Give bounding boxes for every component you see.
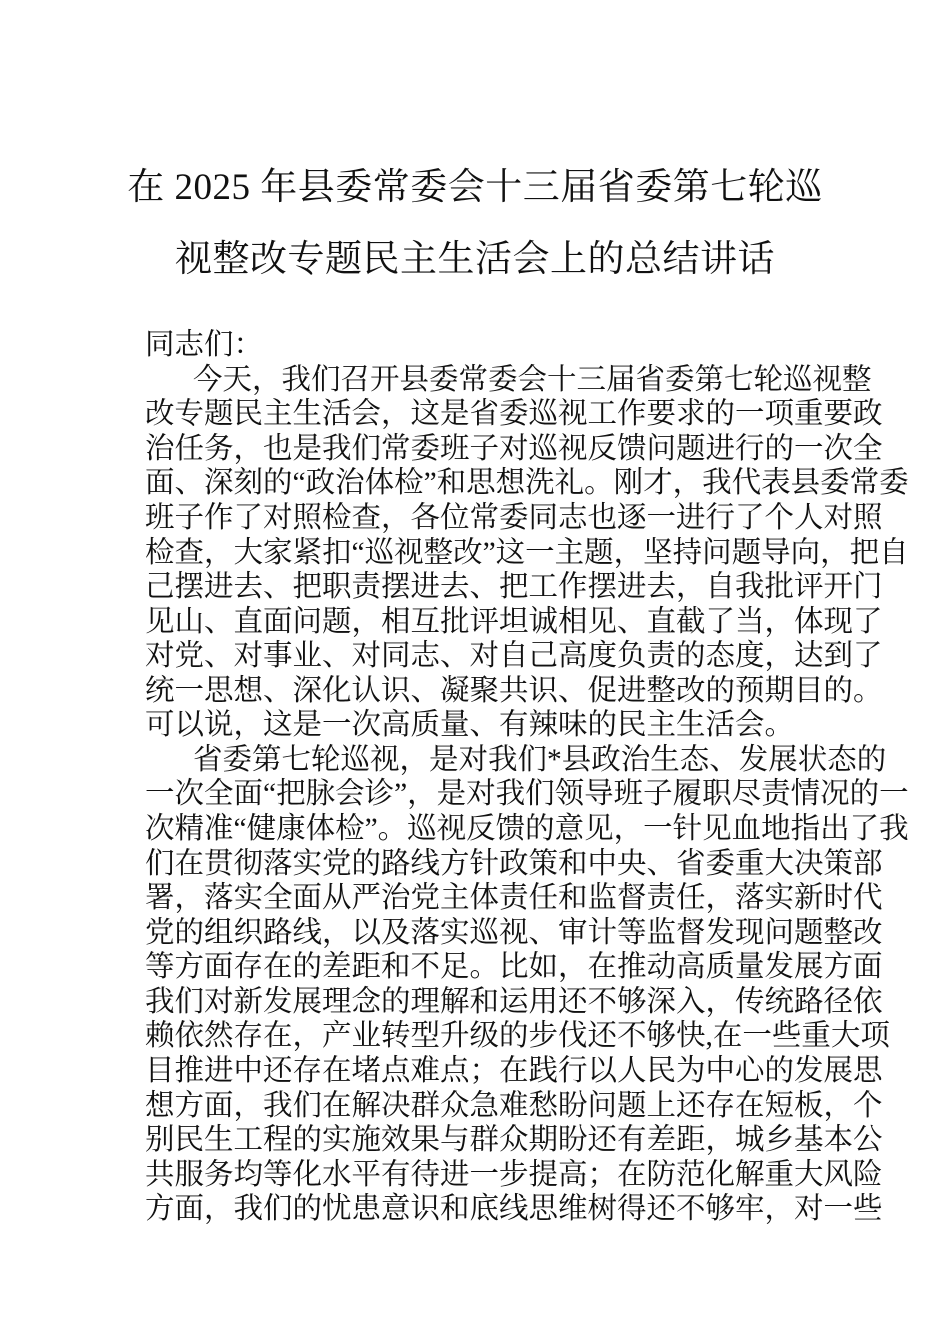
paragraph-line: 今天，我们召开县委常委会十三届省委第七轮巡视整 (193, 364, 872, 396)
paragraph-line: 等方面存在的差距和不足。比如，在推动高质量发展方面 (145, 951, 883, 983)
paragraph-line: 目推进中还存在堵点难点；在践行以人民为中心的发展思 (145, 1055, 883, 1087)
paragraph-line: 己摆进去、把职责摆进去、把工作摆进去，自我批评开门 (145, 571, 883, 603)
paragraph-line: 我们对新发展理念的理解和运用还不够深入，传统路径依 (145, 986, 883, 1018)
paragraph-line: 班子作了对照检查，各位常委同志也逐一进行了个人对照 (145, 502, 883, 534)
paragraph-line: 共服务均等化水平有待进一步提高；在防范化解重大风险 (145, 1159, 883, 1191)
paragraph-line: 一次全面“把脉会诊”，是对我们领导班子履职尽责情况的一 (145, 778, 909, 810)
paragraph-line: 别民生工程的实施效果与群众期盼还有差距，城乡基本公 (145, 1124, 883, 1156)
paragraph-line: 次精准“健康体检”。巡视反馈的意见，一针见血地指出了我 (145, 813, 909, 845)
paragraph-line: 面、深刻的“政治体检”和思想洗礼。刚才，我代表县委常委 (145, 467, 909, 499)
paragraph-line: 改专题民主生活会，这是省委巡视工作要求的一项重要政 (145, 398, 883, 430)
paragraph-line: 可以说，这是一次高质量、有辣味的民主生活会。 (145, 709, 795, 741)
title-line-1: 在 2025 年县委常委会十三届省委第七轮巡 (127, 167, 823, 208)
paragraph-line: 们在贯彻落实党的路线方针政策和中央、省委重大决策部 (145, 848, 883, 880)
paragraph-line: 赖依然存在，产业转型升级的步伐还不够快,在一些重大项 (145, 1020, 890, 1052)
paragraph-line: 党的组织路线，以及落实巡视、审计等监督发现问题整改 (145, 917, 883, 949)
title-line-2: 视整改专题民主生活会上的总结讲话 (175, 239, 775, 280)
paragraph-line: 对党、对事业、对同志、对自己高度负责的态度，达到了 (145, 640, 883, 672)
paragraph-line: 见山、直面问题，相互批评坦诚相见、直截了当，体现了 (145, 606, 883, 638)
paragraph-line: 署，落实全面从严治党主体责任和监督责任，落实新时代 (145, 882, 883, 914)
paragraph-line: 治任务，也是我们常委班子对巡视反馈问题进行的一次全 (145, 433, 883, 465)
paragraph-line: 想方面，我们在解决群众急难愁盼问题上还存在短板，个 (145, 1090, 883, 1122)
paragraph-line: 省委第七轮巡视，是对我们*县政治生态、发展状态的 (193, 744, 887, 776)
paragraph-line: 检查，大家紧扣“巡视整改”这一主题，坚持问题导向，把自 (145, 537, 909, 569)
paragraph-line: 方面，我们的忧患意识和底线思维树得还不够牢，对一些 (145, 1193, 883, 1225)
paragraph-line: 统一思想、深化认识、凝聚共识、促进整改的预期目的。 (145, 675, 883, 707)
salutation: 同志们： (145, 329, 264, 361)
